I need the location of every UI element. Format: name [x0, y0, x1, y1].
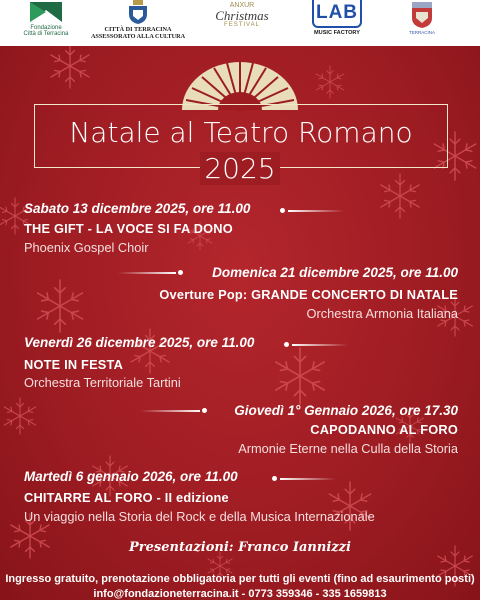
comune-dept: ASSESSORATO ALLA CULTURA	[90, 33, 186, 40]
anxur-bottom: FESTIVAL	[224, 22, 260, 28]
lab-logo	[306, 0, 368, 46]
footer-info: Ingresso gratuito, prenotazione obbligatoria per tutti gli eventi (fino ad esaurimento posti)	[5, 573, 475, 585]
event-4-line	[140, 410, 200, 412]
event-1-performer: Phoenix Gospel Choir	[24, 240, 149, 255]
comune-logo	[86, 0, 190, 46]
event-3-performer: Orchestra Territoriale Tartini	[24, 375, 181, 390]
event-2-date: Domenica 21 dicembre 2025, ore 11.00	[212, 265, 458, 280]
fondazione-mark-icon	[28, 0, 64, 24]
event-4-date: Giovedì 1° Gennaio 2026, ore 17.30	[234, 403, 458, 418]
event-1-dot	[280, 208, 285, 213]
page-title: Natale al Teatro Romano	[69, 116, 413, 149]
event-5-line	[280, 478, 336, 480]
event-5-performer: Un viaggio nella Storia del Rock e della Musica Internazionale	[24, 509, 375, 524]
fondazione-city: Città di Terracina	[23, 31, 69, 37]
event-1-date: Sabato 13 dicembre 2025, ore 11.00	[24, 201, 251, 216]
event-4-dot	[202, 408, 207, 413]
event-3-title: NOTE IN FESTA	[24, 357, 124, 372]
anxur-top: ANXUR	[229, 2, 255, 9]
event-3-dot	[284, 342, 289, 347]
logo-bar	[0, 0, 480, 46]
comune-name: CITTÀ DI TERRACINA	[104, 26, 172, 33]
fondazione-name: Fondazione	[30, 25, 62, 31]
event-3-line	[292, 344, 348, 346]
event-5-date: Martedì 6 gennaio 2026, ore 11.00	[24, 469, 238, 484]
event-4-performer: Armonie Eterne nella Culla della Storia	[238, 441, 458, 456]
fondazione-logo	[14, 0, 78, 46]
anxur-main: Christmas	[215, 8, 269, 23]
event-4-title: CAPODANNO AL FORO	[310, 422, 458, 437]
event-2-line	[118, 272, 176, 274]
anxur-christmas-logo	[196, 0, 288, 46]
event-2-title: Overture Pop: GRANDE CONCERTO DI NATALE	[159, 287, 458, 302]
shield-icon	[410, 0, 434, 30]
lab-wordmark: LAB	[315, 2, 359, 23]
footer-contacts: info@fondazioneterracina.it - 0773 359346 - 335 1659813	[93, 588, 387, 600]
page-year: 2025	[200, 152, 280, 185]
event-5-title: CHITARRE AL FORO - II edizione	[24, 490, 229, 505]
terracina-caption: TERRACINA	[408, 30, 435, 35]
presenter-line: Presentazioni: Franco Iannizzi	[129, 540, 351, 555]
event-1-line	[288, 210, 344, 212]
crest-icon	[127, 0, 149, 24]
event-2-dot	[178, 270, 183, 275]
event-5-dot	[272, 476, 277, 481]
lab-sub: MUSIC FACTORY	[314, 30, 360, 36]
event-1-title: THE GIFT - LA VOCE SI FA DONO	[24, 221, 233, 236]
terracina-logo	[404, 0, 440, 46]
event-2-performer: Orchestra Armonia Italiana	[306, 306, 458, 321]
event-3-date: Venerdì 26 dicembre 2025, ore 11.00	[24, 335, 255, 350]
